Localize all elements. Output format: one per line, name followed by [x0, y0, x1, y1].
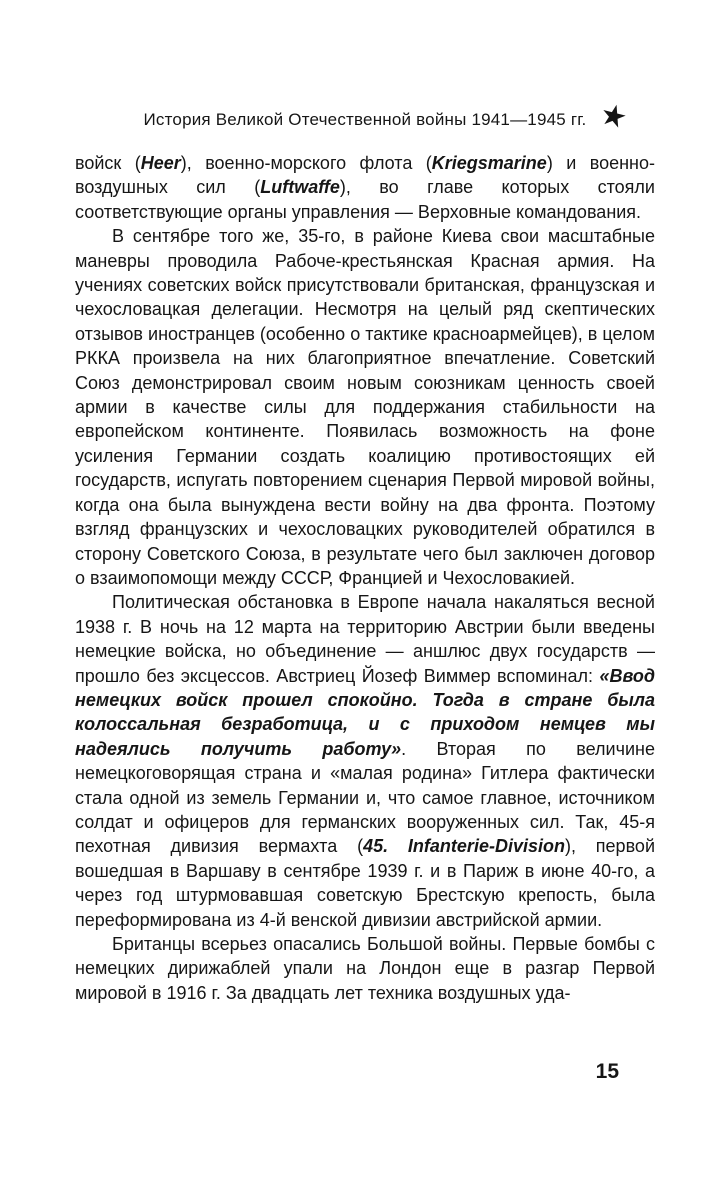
text-run: ), во главе которых стояли соответствующие органы управления — Верховные командования.: [75, 177, 655, 222]
text-run: ), первой вошедшая в Варшаву в сентябре 1939 г. и в Париж в июне 40-го, а через год штурмовавшая советскую Брестскую крепость, была переформирована из 4-й венской дивизии австрийской армии.: [75, 836, 655, 930]
emphasis-run: Heer: [140, 153, 181, 173]
emphasis-run: «Ввод немецких войск прошел спокойно. Тогда в стране была колоссальная безработица, и с приходом немцев мы надеялись получить работу»: [75, 665, 655, 759]
body-text: [75, 151, 655, 1005]
star-icon: ★: [596, 97, 631, 136]
paragraph: [75, 224, 655, 590]
text-run: В сентябре того же, 35-го, в районе Киева свои масштабные маневры проводила Рабоче-крестьянская Красная армия. На учениях советских войск присутствовали британская, французская и чехословацкая делегации. Несмотря на целый ряд скептических отзывов иностранцев (особенно о тактике красноармейцев), в целом РККА произвела на них благоприятное впечатление. Советский Союз демонстрировал своим новым союзникам ценность своей армии в качестве силы для поддержания стабильности на европейском континенте. Появилась возможность на фоне усиления Германии создать коалицию противостоящих ей государств, испугать повторением сценария Первой мировой войны, когда она была вынуждена вести войну на два фронта. Поэтому взгляд французских и чехословацких руководителей обратился в сторону Советского Союза, в результате чего был заключен договор о взаимопомощи между СССР, Францией и Чехословакией.: [75, 226, 655, 588]
text-run: . Вторая по величине немецкоговорящая страна и «малая родина» Гитлера фактически стала одной из земель Германии и, что самое главное, источником солдат и офицеров для германских вооруженных сил. Так, 45-я пехотная дивизия вермахта (: [75, 738, 655, 857]
text-run: ), военно-морского флота (: [180, 153, 432, 173]
running-head-title: История Великой Отечественной войны 1941—1945 гг.: [143, 110, 587, 129]
paragraph: [75, 932, 655, 1005]
paragraph: [75, 590, 655, 932]
running-head: [75, 97, 655, 136]
text-run: Политическая обстановка в Европе начала накаляться весной 1938 г. В ночь на 12 марта на территорию Австрии были введены немецкие войска, но объединение — аншлюс двух государств — прошло без эксцессов. Австриец Йозеф Виммер вспоминал:: [75, 592, 655, 686]
page-number: 15: [595, 1060, 619, 1083]
emphasis-run: 45. Infanterie-Division: [363, 836, 565, 857]
paragraph: [75, 151, 655, 224]
emphasis-run: Luftwaffe: [260, 177, 340, 198]
text-run: войск (: [75, 153, 141, 173]
text-run: ) и военно-воздушных сил (: [75, 153, 656, 198]
emphasis-run: Kriegsmarine: [431, 153, 547, 173]
text-run: Британцы всерьез опасались Большой войны. Первые бомбы с немецких дирижаблей упали на Лондон еще в разгар Первой мировой в 1916 г. За двадцать лет техника воздушных уда-: [75, 934, 655, 1003]
